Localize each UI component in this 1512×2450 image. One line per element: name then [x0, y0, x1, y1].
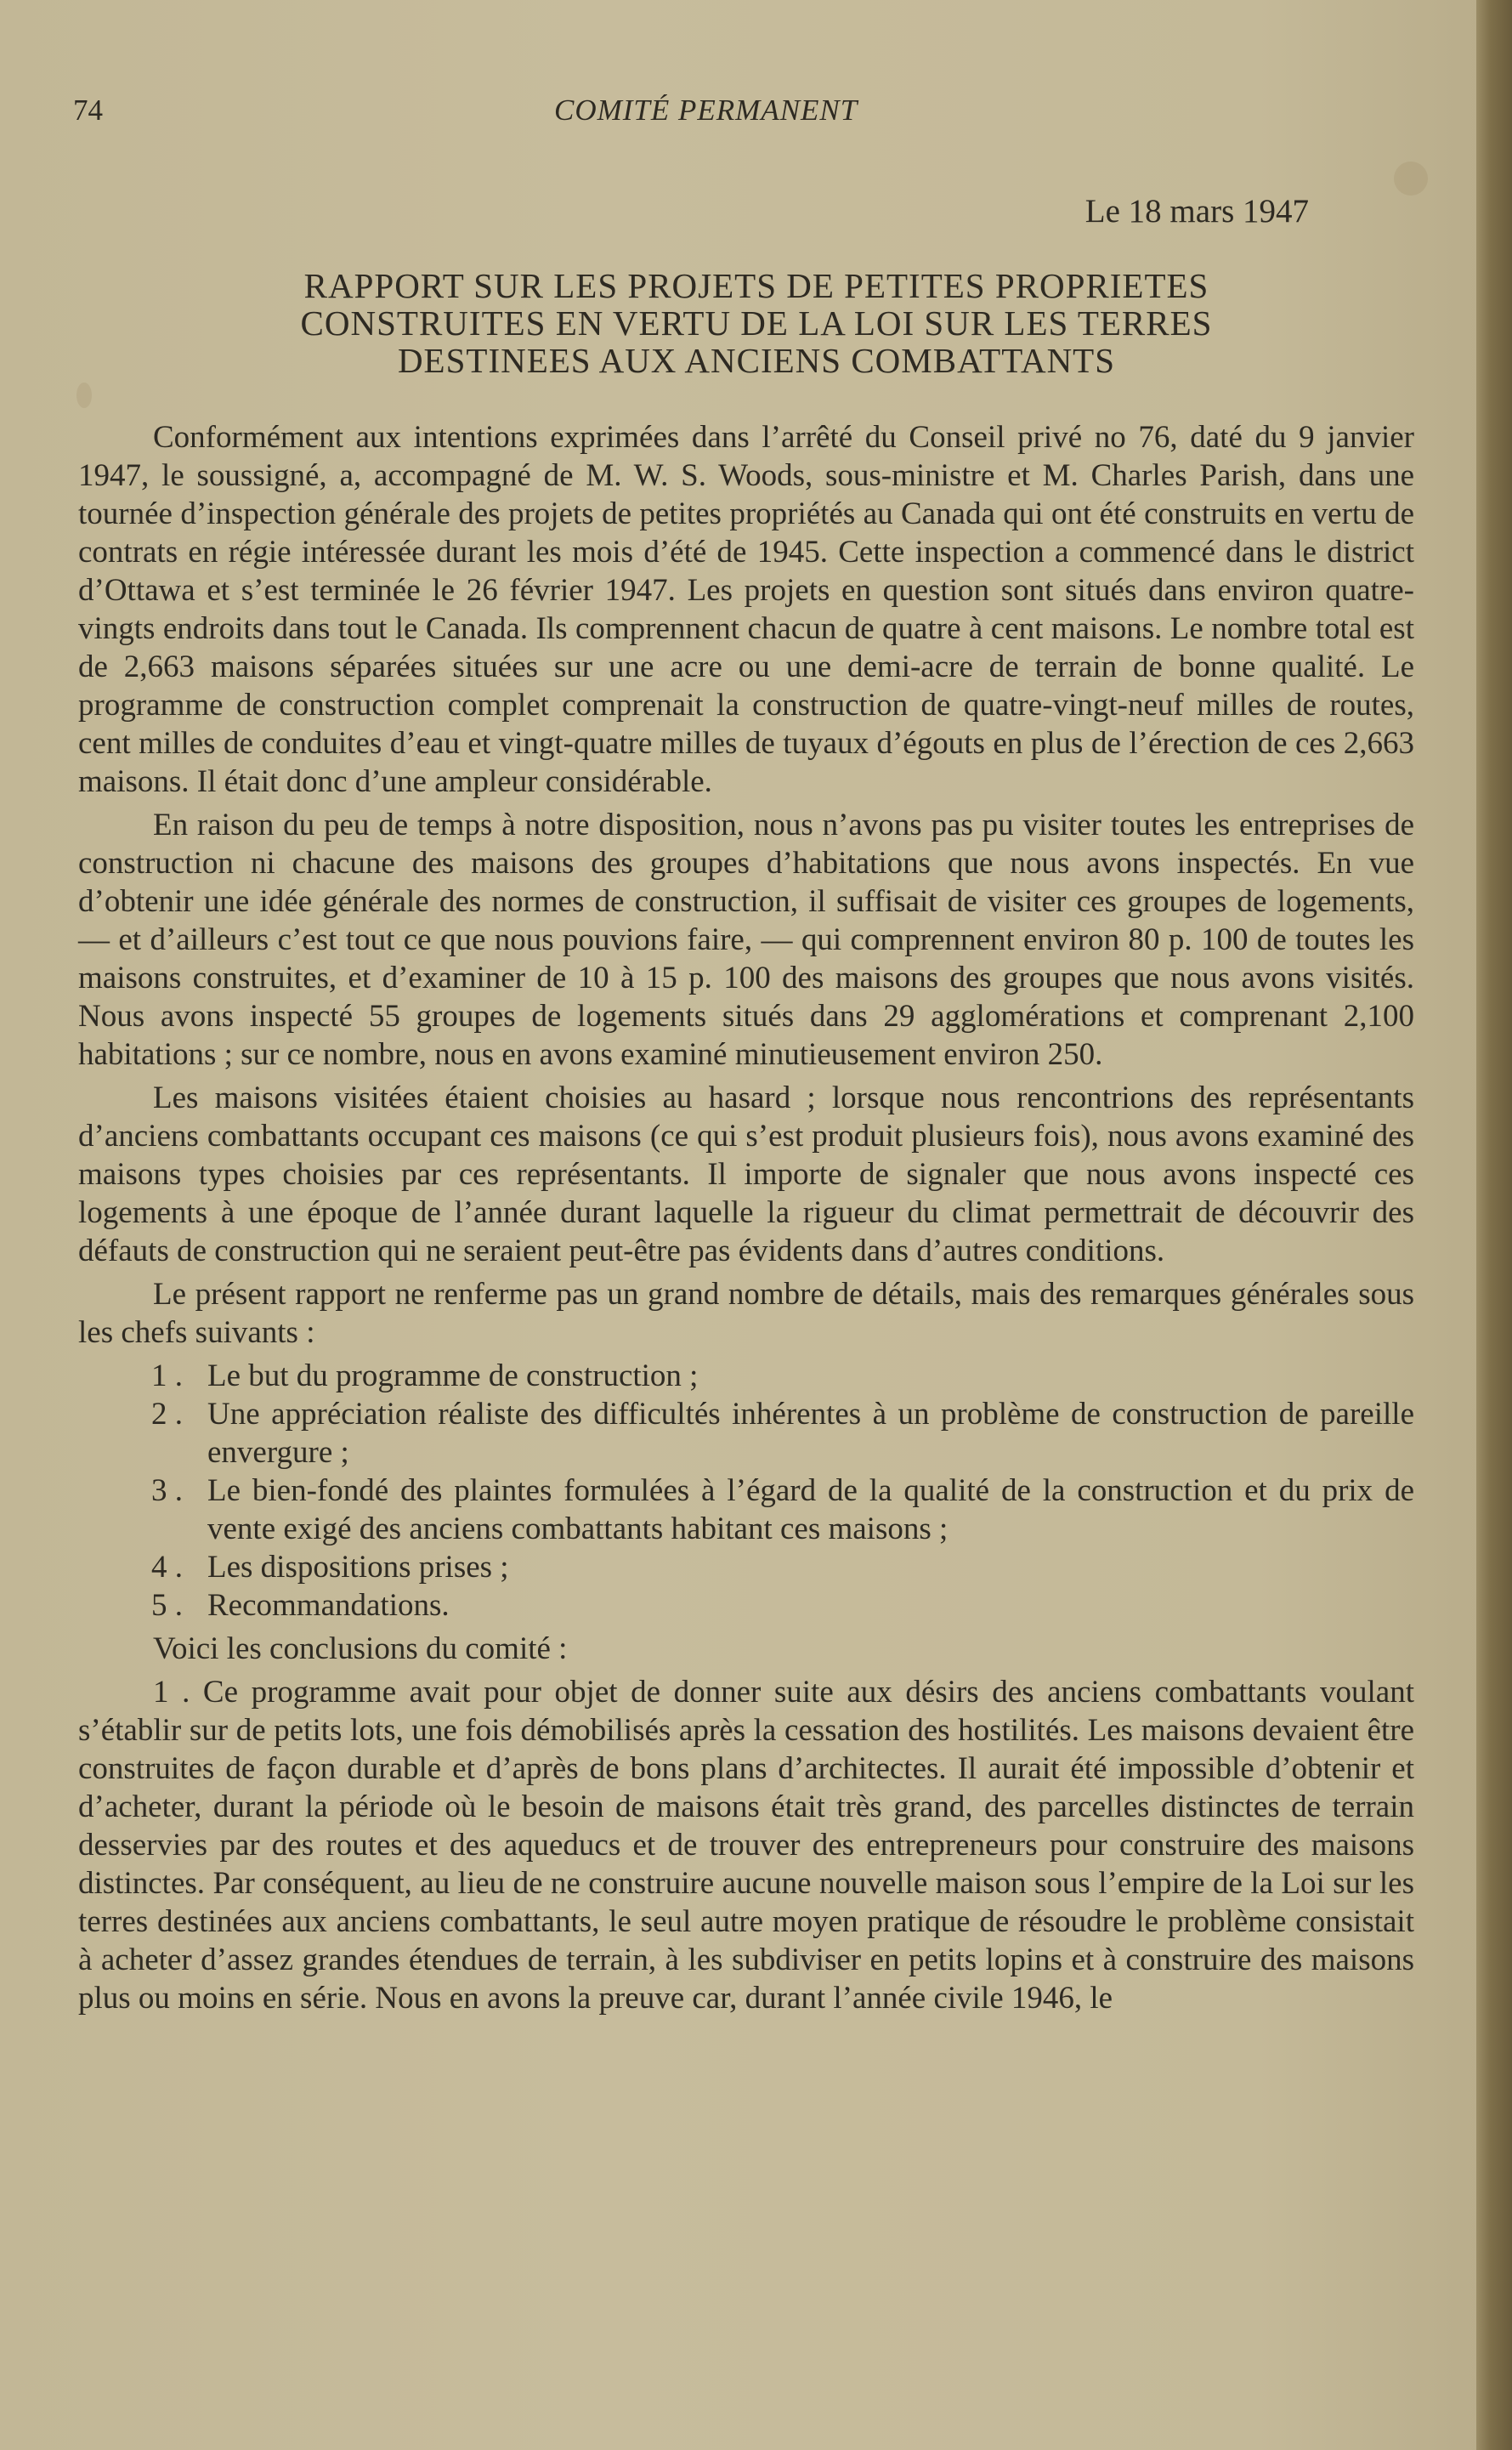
topic-list: [78, 1357, 1414, 1625]
list-item-text: Les dispositions prises ;: [207, 1550, 509, 1585]
paper-stain: [76, 383, 92, 408]
conclusion-intro: Voici les conclusions du comité :: [153, 1631, 568, 1666]
body-paragraph: Le présent rapport ne renferme pas un grand nombre de détails, mais des remarques générales sous les chefs suivants :: [78, 1277, 1414, 1350]
title-line: DESTINEES AUX ANCIENS COMBATTANTS: [397, 341, 1116, 380]
body-paragraph: Les maisons visitées étaient choisies au hasard ; lorsque nous rencontrions des représentants d’anciens combattants occupant ces maisons (ce qui s’est produit plusieurs fois), nous avons examiné des maisons types choisies par ces représentants. Il importe de signaler que nous avons inspecté ces logements à une époque de l’année durant laquelle la rigueur du climat permettrait de découvrir des défauts de construction qui ne seraient peut-être pas évidents dans d’autres conditions.: [78, 1080, 1414, 1268]
title-line: CONSTRUITES EN VERTU DE LA LOI SUR LES TERRES: [300, 303, 1213, 343]
running-head: [73, 94, 1416, 136]
report-title: [119, 267, 1394, 379]
page-number: 74: [73, 94, 103, 127]
conclusion-paragraph: 1 . Ce programme avait pour objet de donner suite aux désirs des anciens combattants voulant s’établir sur de petits lots, une fois démobilisés après la cessation des hostilités. Les maisons devaient être construites de façon durable et d’après de bons plans d’architectes. Il aurait été impossible d’obtenir et d’acheter, durant la période où le besoin de maisons était très grand, des parcelles distinctes de terrain desservies par des routes et des aqueducs et de trouver des entrepreneurs pour construire des maisons distinctes. Par conséquent, au lieu de ne construire aucune nouvelle maison sous l’empire de la Loi sur les terres destinées aux anciens combattants, le seul autre moyen pratique de résoudre le problème consistait à acheter d’assez grandes étendues de terrain, à les subdiviser en petits lopins et à construire des maisons plus ou moins en série. Nous en avons la preuve car, durant l’année civile 1946, le: [78, 1675, 1414, 2016]
list-item: [78, 1586, 1414, 1625]
body-paragraph: Conformément aux intentions exprimées dans l’arrêté du Conseil privé no 76, daté du 9 janvier 1947, le soussigné, a, accompagné de M. W. S. Woods, sous-ministre et M. Charles Parish, dans une tournée d’inspection générale des projets de petites propriétés au Canada qui ont été construits en vertu de contrats en régie intéressée durant les mois d’été de 1945. Cette inspection a commencé dans le district d’Ottawa et s’est terminée le 26 février 1947. Les projets en question sont situés dans environ quatre-vingts endroits dans tout le Canada. Ils comprennent chacun de quatre à cent maisons. Le nombre total est de 2,663 maisons séparées situées sur une acre ou une demi-acre de terrain de bonne qualité. Le programme de construction complet comprenait la construction de quatre-vingt-neuf milles de routes, cent milles de conduites d’eau et vingt-quatre milles de tuyaux d’égouts en plus de l’érection de ces 2,663 maisons. Il était donc d’une ampleur considérable.: [78, 420, 1414, 799]
list-item-number: 5 .: [151, 1588, 183, 1623]
title-line: RAPPORT SUR LES PROJETS DE PETITES PROPRIETES: [303, 266, 1209, 305]
body-paragraph: En raison du peu de temps à notre disposition, nous n’avons pas pu visiter toutes les entreprises de construction ni chacune des maisons des groupes d’habitations que nous avons inspectés. En vue d’obtenir une idée générale des normes de construction, il suffisait de visiter ces groupes de logements, — et d’ailleurs c’est tout ce que nous pouvions faire, — qui comprennent environ 80 p. 100 de toutes les maisons construites, et d’examiner de 10 à 15 p. 100 des maisons des groupes que nous avons visités. Nous avons inspecté 55 groupes de logements situés dans 29 agglomérations et comprenant 2,100 habitations ; sur ce nombre, nous en avons examiné minutieusement environ 250.: [78, 808, 1414, 1072]
list-item-number: 2 .: [151, 1397, 183, 1432]
paper-stain: [1394, 162, 1428, 196]
list-item-number: 3 .: [151, 1473, 183, 1508]
list-item-number: 4 .: [151, 1550, 183, 1585]
list-item-number: 1 .: [151, 1358, 183, 1393]
report-body: [78, 418, 1414, 2022]
book-spine-edge: [1476, 0, 1512, 2450]
journal-title: COMITÉ PERMANENT: [554, 94, 858, 127]
list-item-text: Le but du programme de construction ;: [207, 1358, 699, 1393]
list-item: [78, 1357, 1414, 1395]
list-item: [78, 1548, 1414, 1586]
list-item-text: Le bien-fondé des plaintes formulées à l’égard de la qualité de la construction et du prix de vente exigé des anciens combattants habitant ces maisons ;: [207, 1473, 1414, 1546]
report-date: Le 18 mars 1947: [1084, 193, 1309, 230]
list-item: [78, 1472, 1414, 1548]
list-item-text: Recommandations.: [207, 1588, 450, 1623]
list-item: [78, 1395, 1414, 1472]
list-item-text: Une appréciation réaliste des difficultés inhérentes à un problème de construction de pareille envergure ;: [207, 1397, 1414, 1470]
